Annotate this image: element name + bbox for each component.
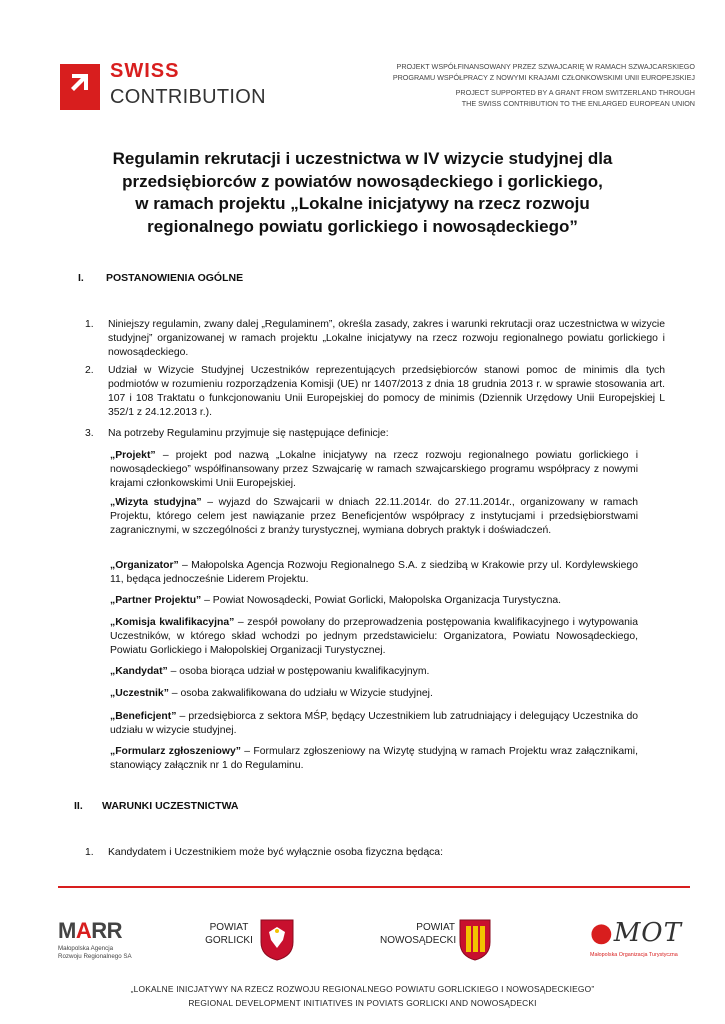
header-line: PROGRAMU WSPÓŁPRACY Z NOWYMI KRAJAMI CZŁONKOWSKIMI UNII EUROPEJSKIEJ — [392, 72, 695, 82]
footer-divider — [58, 886, 690, 888]
definition-beneficjent — [110, 710, 638, 738]
definition-term: „Uczestnik” — [110, 688, 169, 699]
title-line: Regulamin rekrutacji i uczestnictwa w IV wizycie studyjnej dla — [112, 149, 613, 168]
definition-term: „Beneficjent” — [110, 711, 177, 722]
header-project-info — [393, 62, 695, 109]
item-text: Kandydatem i Uczestnikiem może być wyłącznie osoba fizyczna będąca: — [108, 847, 443, 858]
header-line: PROJEKT WSPÓŁFINANSOWANY PRZEZ SZWAJCARIĘ W RAMACH SZWAJCARSKIEGO — [396, 62, 695, 71]
definition-text: – projekt pod nazwą „Lokalne inicjatywy na rzecz rozwoju regionalnego powiatu gorlickiego i nowosądeckiego” współfinansowany przez Szwajcarię w ramach szwajcarskiego programu współpracy z nowymi krajami członkowskimi Unii Europejskiej. — [110, 450, 638, 489]
powiat-nowosadecki-label — [380, 922, 455, 947]
definition-text: – wyjazd do Szwajcarii w dniach 22.11.2014r. do 27.11.2014r., organizowany w ramach Projektu, którego celem jest nawiązanie przez Beneficjentów współpracy z instytucjami i przedsiębiorstwami zagranicznymi, w szczególności z branży turystycznej, wymiana dobrych praktyk i doświadczeń. — [110, 497, 638, 536]
item-text: Na potrzeby Regulaminu przyjmuje się następujące definicje: — [108, 428, 389, 439]
section-heading — [74, 800, 239, 812]
list-item — [85, 364, 665, 420]
section-title: WARUNKI UCZESTNICTWA — [102, 800, 239, 812]
definition-term: „Kandydat” — [110, 666, 168, 677]
logo-text-contribution: CONTRIBUTION — [110, 86, 266, 108]
marr-subline: Rozwoju Regionalnego SA — [58, 953, 132, 960]
powiat-label-line: NOWOSĄDECKI — [380, 934, 457, 946]
list-item — [85, 318, 665, 360]
definition-projekt — [110, 449, 638, 491]
marr-logo: MARR Małopolska Agencja Rozwoju Regionalnego SA — [58, 920, 148, 965]
definition-text: – osoba zakwalifikowana do udziału w Wizycie studyjnej. — [168, 688, 433, 699]
definition-kandydat — [110, 665, 638, 679]
definition-term: „Formularz zgłoszeniowy” — [110, 746, 241, 757]
footer-project-line-pl: „LOKALNE INICJATYWY NA RZECZ ROZWOJU REGIONALNEGO POWIATU GORLICKIEGO I NOWOSĄDECKIEGO” — [130, 984, 595, 994]
title-line: przedsiębiorców z powiatów nowosądeckiego i gorlickiego, — [122, 171, 603, 191]
header-line: PROJECT SUPPORTED BY A GRANT FROM SWITZERLAND THROUGH — [455, 88, 695, 98]
definition-komisja — [110, 616, 638, 658]
definition-term: „Komisja kwalifikacyjna” — [110, 617, 235, 628]
mot-logo — [590, 920, 700, 965]
definition-organizator — [110, 559, 638, 587]
mot-logo-text: MOT — [613, 918, 682, 948]
section-heading — [78, 272, 243, 284]
powiat-nowosadecki-coat-of-arms — [458, 918, 492, 962]
definition-formularz — [110, 745, 638, 773]
definition-text: – Powiat Nowosądecki, Powiat Gorlicki, Małopolska Organizacja Turystyczna. — [201, 595, 562, 606]
marr-accent: A — [75, 918, 92, 943]
item-number: 3. — [85, 428, 94, 439]
footer-project-line-en: REGIONAL DEVELOPMENT INITIATIVES IN POVIATS GORLICKI AND NOWOSĄDECKI — [188, 998, 537, 1008]
definition-term: „Organizator” — [110, 560, 179, 571]
section-title: POSTANOWIENIA OGÓLNE — [106, 272, 244, 284]
item-text: Niniejszy regulamin, zwany dalej „Regulaminem”, określa zasady, zakres i warunki rekrutacji oraz uczestnictwa w wizycie studyjnej” organizowanej w ramach projektu „Lokalne inicjatywy na rzecz rozwoju regionalnego powiatu gorlickiego i nowosądeckiego. — [108, 319, 665, 358]
definition-text: – osoba biorąca udział w postępowaniu kwalifikacyjnym. — [167, 666, 430, 677]
title-line: w ramach projektu „Lokalne inicjatywy na rzecz rozwoju — [135, 194, 590, 213]
powiat-gorlicki-label — [201, 922, 257, 947]
powiat-label-line: POWIAT — [416, 922, 455, 933]
definition-term: „Wizyta studyjna” — [110, 497, 202, 508]
definition-partner — [110, 594, 638, 608]
item-number: 2. — [85, 365, 94, 376]
section-number: I. — [78, 272, 84, 284]
list-item — [85, 427, 665, 441]
powiat-gorlicki-coat-of-arms — [259, 918, 295, 962]
header-line: THE SWISS CONTRIBUTION TO THE ENLARGED EUROPEAN UNION — [461, 98, 695, 108]
definition-term: „Projekt” — [110, 450, 156, 461]
mot-subtitle: Małopolska Organizacja Turystyczna — [590, 952, 678, 958]
item-text: Udział w Wizycie Studyjnej Uczestników reprezentujących przedsiębiorców stanowi pomoc de minimis dla tych podmiotów w rozumieniu rozporządzenia Komisji (UE) nr 1407/2013 z dnia 18 grudnia 2013 r. w sprawie stosowania art. 107 i 108 Traktatu o funkcjonowaniu Unii Europejskiej do pomocy de minimis (Dziennik Urzędowy Unii Europejskiej L 352/1 z 24.12.2013 r.). — [108, 365, 665, 418]
marr-subline: Małopolska Agencja — [58, 945, 114, 952]
definition-uczestnik — [110, 687, 638, 701]
definition-text: – przedsiębiorca z sektora MŚP, będący Uczestnikiem lub zatrudniający i delegujący Uczestnika do udziału w wizycie studyjnej. — [110, 711, 638, 736]
title-line: regionalnego powiatu gorlickiego i nowosądeckiego” — [147, 216, 578, 236]
section-number: II. — [74, 800, 83, 812]
list-item — [85, 846, 665, 860]
swiss-contribution-logo-mark — [60, 64, 100, 110]
definition-text: – Małopolska Agencja Rozwoju Regionalnego S.A. z siedzibą w Krakowie przy ul. Kordylewskiego 11, będąca jednocześnie Liderem Projektu. — [110, 560, 638, 585]
mot-accent-dot: ● — [590, 918, 614, 948]
logo-text-swiss: SWISS — [110, 60, 180, 82]
definition-term: „Partner Projektu” — [110, 595, 202, 606]
powiat-label-line: GORLICKI — [205, 934, 253, 946]
item-number: 1. — [85, 319, 94, 330]
powiat-label-line: POWIAT — [209, 922, 249, 933]
document-title — [60, 148, 665, 238]
definition-wizyta — [110, 496, 638, 538]
definition-text: – zespół powołany do przeprowadzenia postępowania kwalifikacyjnego i wytypowania Uczestników, w którego skład wchodzi po jednym przedstawicielu: Organizatora, Powiatu Nowosądeckiego, Powiatu Gorlickiego i Małopolskiej Organizacji Turystycznej. — [110, 617, 638, 656]
definition-text: – Formularz zgłoszeniowy na Wizytę studyjną w ramach Projektu wraz załącznikami, stanowiący załącznik nr 1 do Regulaminu. — [110, 746, 638, 771]
item-number: 1. — [85, 847, 94, 858]
